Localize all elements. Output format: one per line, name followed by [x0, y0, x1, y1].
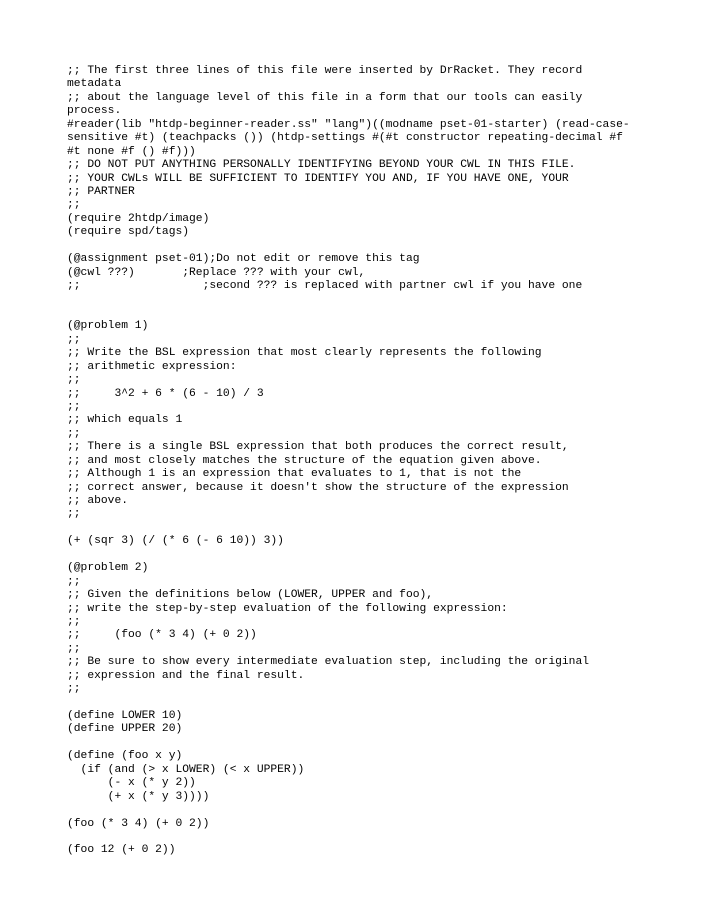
code-line: sensitive #t) (teachpacks ()) (htdp-settings #(#t constructor repeating-decimal #f [67, 132, 623, 145]
code-line: ;; The first three lines of this file were inserted by DrRacket. They record [67, 65, 583, 77]
code-line: ;; [67, 615, 81, 628]
code-line: ;; Given the definitions below (LOWER, UPPER and foo), [67, 589, 434, 602]
blank-line [67, 804, 657, 817]
code-line: ;; about the language level of this file in a form that our tools can easily [67, 91, 583, 104]
code-line: ;; PARTNER [67, 185, 135, 198]
code-line: (+ (sqr 3) (/ (* 6 (- 6 10)) 3)) [67, 535, 284, 548]
code-line: ;; ;second ??? is replaced with partner cwl if you have one [67, 280, 583, 292]
code-line: (define (foo x y) [67, 750, 183, 763]
code-line: ;; 3^2 + 6 * (6 - 10) / 3 [67, 387, 264, 400]
code-line: (define LOWER 10) [67, 710, 183, 722]
code-line: ;; Write the BSL expression that most clearly represents the following [67, 347, 542, 360]
blank-line [67, 307, 657, 320]
code-line: ;; Although 1 is an expression that evaluates to 1, that is not the [67, 468, 522, 481]
code-line: ;; There is a single BSL expression that both produces the correct result, [67, 441, 569, 454]
code-line: ;; above. [67, 495, 129, 507]
code-line: (require 2htdp/image) [67, 212, 210, 225]
code-line: ;; [67, 427, 81, 440]
code-line: ;; correct answer, because it doesn't show the structure of the expression [67, 481, 569, 494]
code-line: (@assignment pset-01);Do not edit or remove this tag [67, 253, 420, 266]
blank-line [67, 293, 657, 306]
code-line: (require spd/tags) [67, 226, 190, 239]
code-line: #t none #f () #f))) [67, 145, 196, 158]
code-line: ;; YOUR CWLs WILL BE SUFFICIENT TO IDENTIFY YOU AND, IF YOU HAVE ONE, YOUR [67, 172, 569, 185]
code-line: ;; [67, 333, 81, 346]
code-line: ;; [67, 400, 81, 413]
code-line: (@problem 1) [67, 320, 149, 333]
code-line: ;; arithmetic expression: [67, 360, 237, 373]
blank-line [67, 737, 657, 750]
code-line: ;; [67, 575, 81, 588]
code-line: metadata [67, 78, 122, 91]
blank-line [67, 831, 657, 844]
code-line: (foo (* 3 4) (+ 0 2)) [67, 817, 210, 830]
code-line: ;; write the step-by-step evaluation of the following expression: [67, 602, 508, 615]
blank-line [67, 697, 657, 710]
code-line: ;; which equals 1 [67, 414, 183, 427]
code-line: (- x (* y 2)) [67, 777, 196, 790]
code-line: (+ x (* y 3)))) [67, 790, 210, 803]
code-line: ;; DO NOT PUT ANYTHING PERSONALLY IDENTIFYING BEYOND YOUR CWL IN THIS FILE. [67, 159, 576, 172]
code-line: ;; [67, 199, 81, 212]
code-line: (@problem 2) [67, 562, 149, 575]
code-line: ;; (foo (* 3 4) (+ 0 2)) [67, 629, 257, 642]
code-line: ;; [67, 683, 81, 696]
code-line: process. [67, 105, 122, 118]
code-line: (foo 12 (+ 0 2)) [67, 844, 176, 857]
code-line: (@cwl ???) ;Replace ??? with your cwl, [67, 266, 366, 279]
code-line: (if (and (> x LOWER) (< x UPPER)) [67, 763, 305, 776]
code-line: ;; [67, 374, 81, 387]
code-line: ;; and most closely matches the structure of the equation given above. [67, 454, 542, 467]
blank-line [67, 522, 657, 535]
code-line: ;; [67, 642, 81, 655]
code-line: ;; expression and the final result. [67, 669, 305, 682]
code-line: #reader(lib "htdp-beginner-reader.ss" "lang")((modname pset-01-starter) (read-case- [67, 118, 630, 131]
source-code-text [67, 65, 657, 858]
blank-line [67, 240, 657, 253]
code-line: ;; [67, 508, 81, 521]
code-line: (define UPPER 20) [67, 723, 183, 736]
blank-line [67, 549, 657, 562]
code-line: ;; Be sure to show every intermediate evaluation step, including the original [67, 656, 590, 669]
